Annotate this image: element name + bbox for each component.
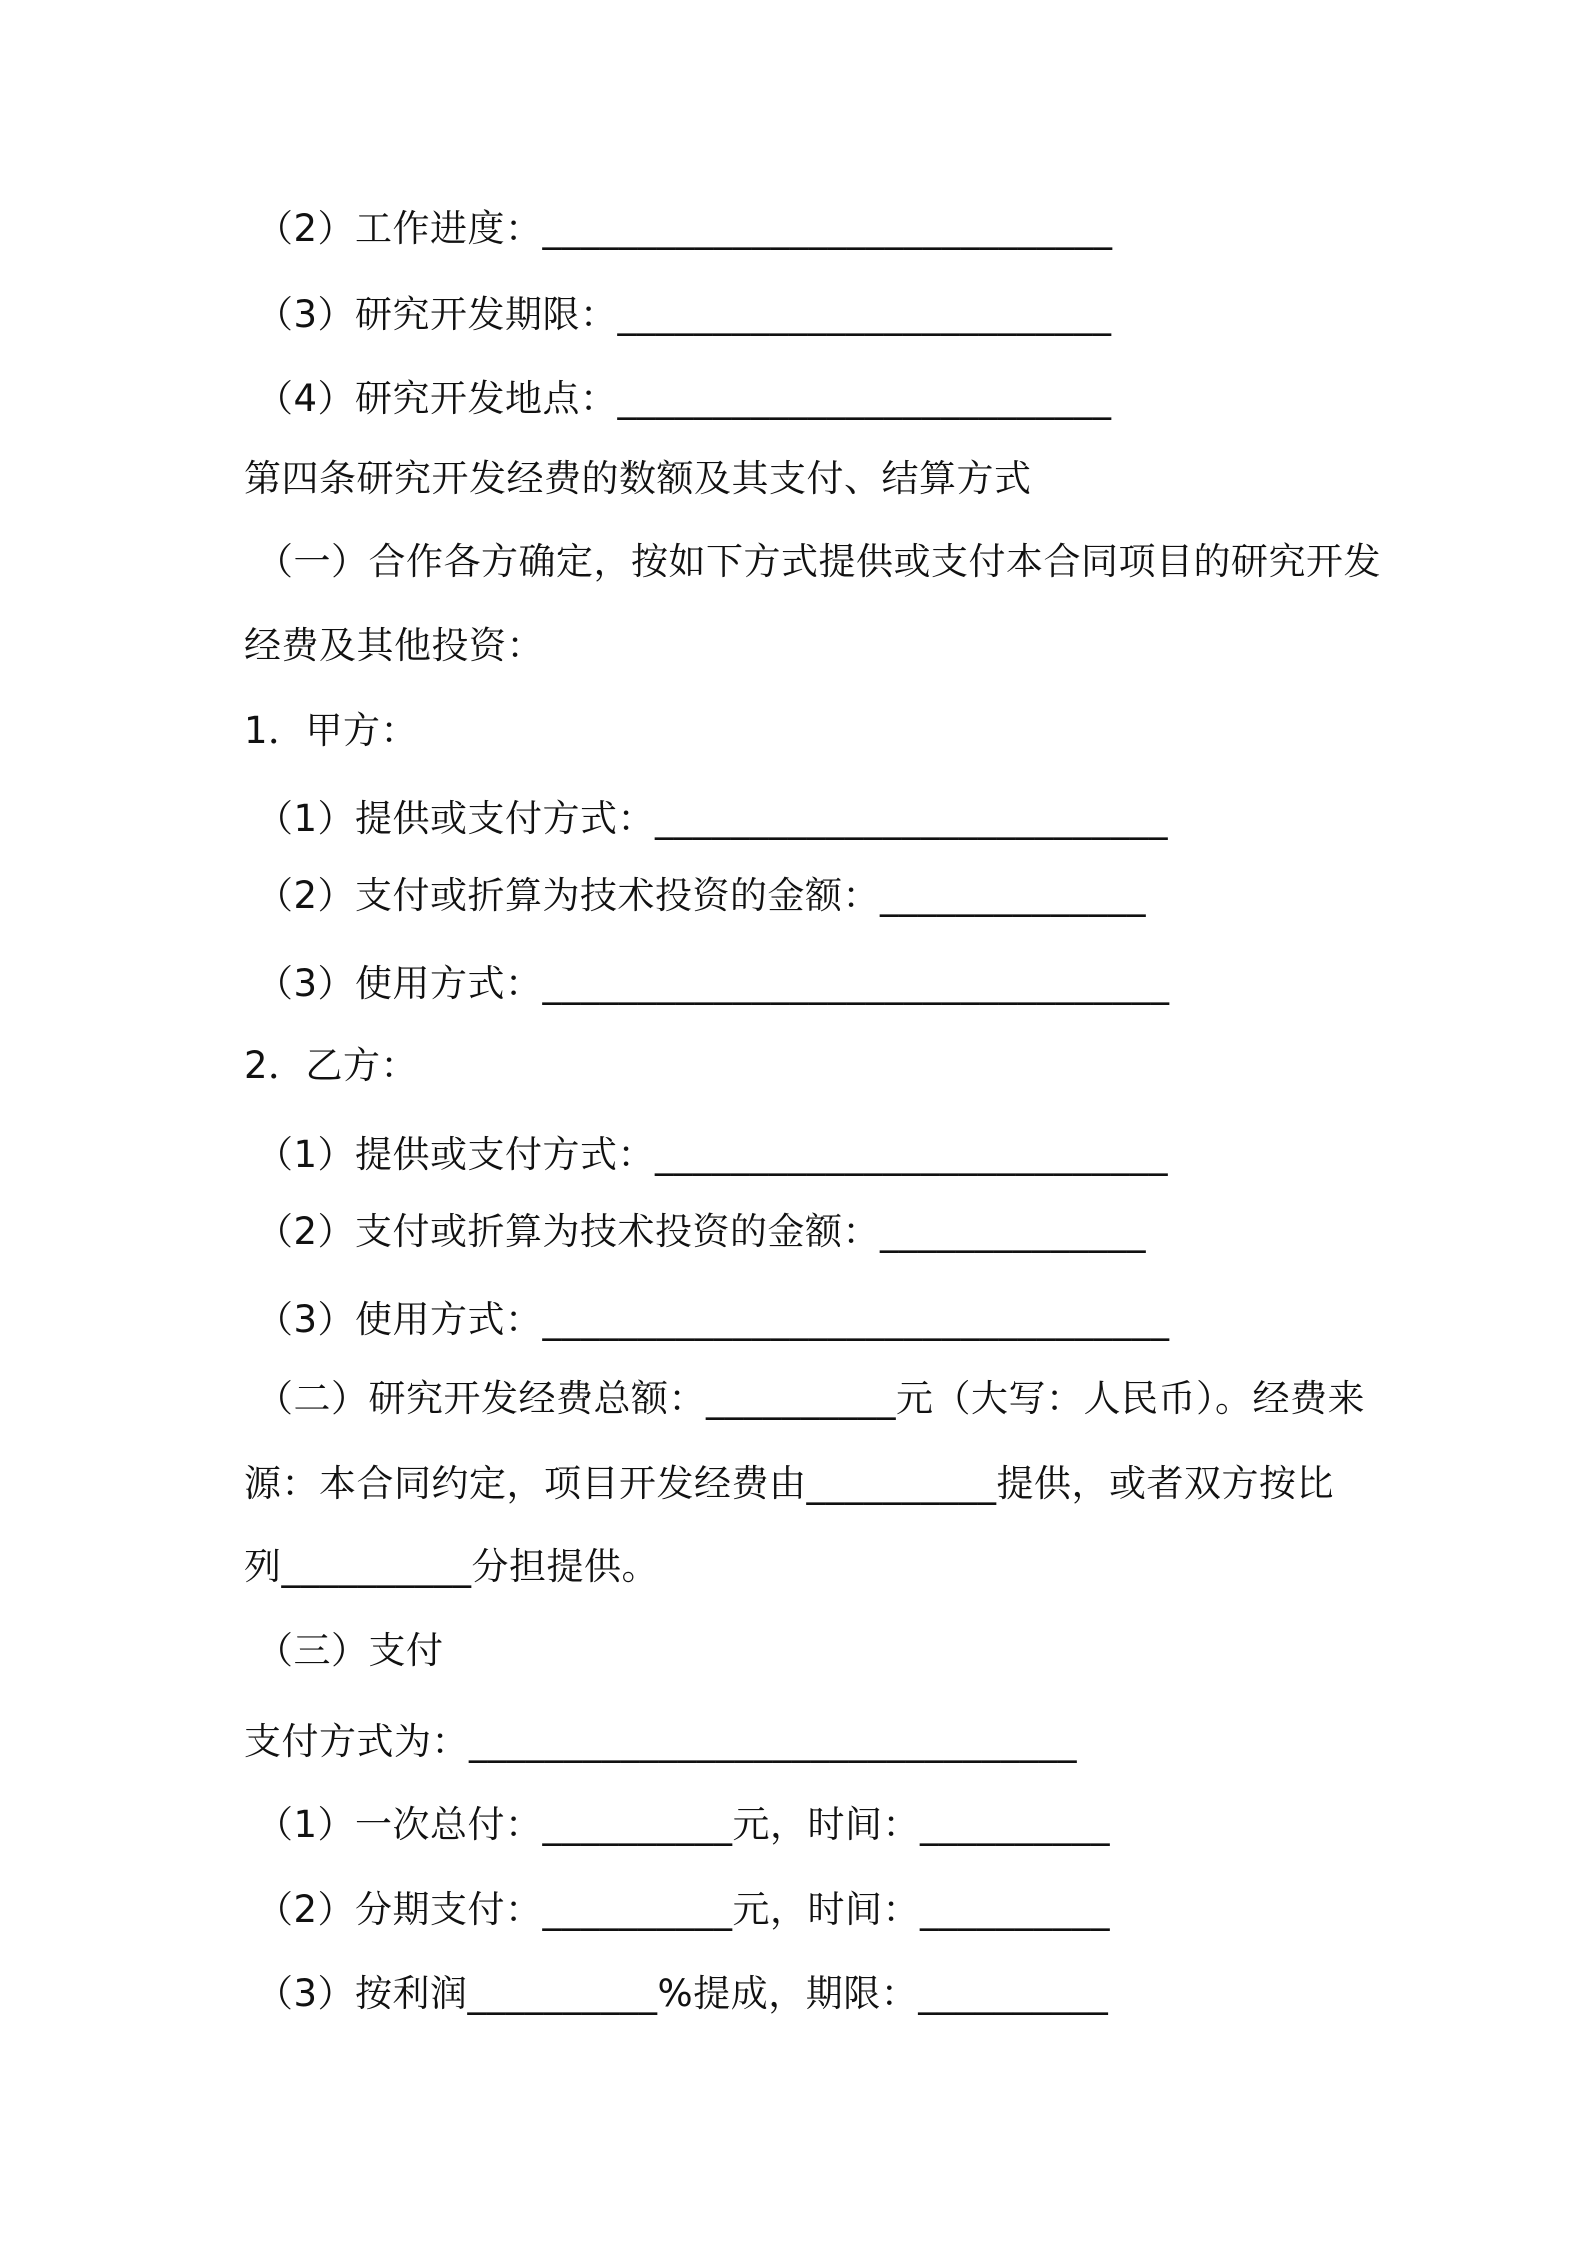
progress-field-line: （2）工作进度：______________________________ bbox=[256, 207, 1113, 250]
article-four-heading: 第四条研究开发经费的数额及其支付、结算方式 bbox=[244, 457, 1032, 500]
paragraph-one-continuation: 经费及其他投资： bbox=[244, 624, 544, 667]
party-a-heading: 1．甲方： bbox=[244, 709, 419, 752]
total-funding-line: （二）研究开发经费总额：__________元（大写：人民币）。经费来 bbox=[256, 1377, 1365, 1420]
installment-payment-line: （2）分期支付：__________元，时间：__________ bbox=[256, 1888, 1111, 1931]
profit-share-line: （3）按利润__________%提成，期限：__________ bbox=[256, 1972, 1109, 2015]
party-b-payment-method-line: （1）提供或支付方式：___________________________ bbox=[256, 1133, 1169, 1176]
payment-section-heading: （三）支付 bbox=[256, 1629, 444, 1672]
party-b-heading: 2．乙方： bbox=[244, 1044, 419, 1087]
funding-share-line: 列__________分担提供。 bbox=[244, 1545, 659, 1588]
party-b-amount-line: （2）支付或折算为技术投资的金额：______________ bbox=[256, 1210, 1147, 1253]
lump-sum-payment-line: （1）一次总付：__________元，时间：__________ bbox=[256, 1803, 1111, 1846]
party-a-amount-line: （2）支付或折算为技术投资的金额：______________ bbox=[256, 874, 1147, 917]
payment-method-line: 支付方式为：________________________________ bbox=[244, 1720, 1077, 1763]
rd-location-field-line: （4）研究开发地点：__________________________ bbox=[256, 377, 1112, 420]
rd-period-field-line: （3）研究开发期限：__________________________ bbox=[256, 293, 1112, 336]
party-b-usage-line: （3）使用方式：_________________________________ bbox=[256, 1298, 1170, 1341]
funding-source-line: 源：本合同约定，项目开发经费由__________提供，或者双方按比 bbox=[244, 1462, 1334, 1505]
party-a-usage-line: （3）使用方式：_________________________________ bbox=[256, 962, 1170, 1005]
party-a-payment-method-line: （1）提供或支付方式：___________________________ bbox=[256, 797, 1169, 840]
paragraph-one-line: （一）合作各方确定，按如下方式提供或支付本合同项目的研究开发 bbox=[256, 540, 1381, 583]
